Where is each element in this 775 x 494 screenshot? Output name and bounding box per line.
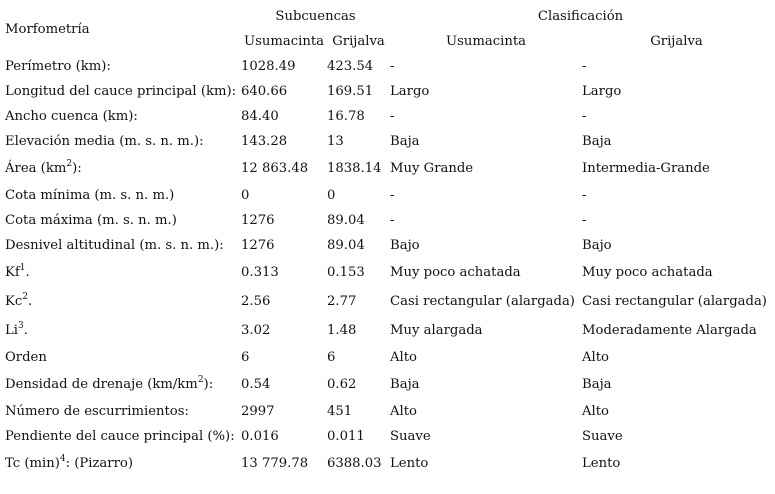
header-morfometria: Morfometría [5, 21, 90, 37]
usumacinta-classification: Alto [390, 404, 417, 419]
parameter-cell [5, 449, 241, 478]
usumacinta-value: 2997 [241, 404, 275, 419]
usumacinta-value: 1276 [241, 213, 275, 228]
usumacinta-value: 1028.49 [241, 59, 296, 74]
table-row [5, 104, 771, 129]
parameter-name: Kc [5, 294, 23, 309]
table-row [5, 258, 771, 287]
parameter-cell [5, 129, 241, 154]
usumacinta-value: 6 [241, 350, 250, 365]
grijalva-classification: - [582, 109, 587, 124]
table-row [5, 154, 771, 183]
header-subcuencas: Subcuencas [275, 8, 356, 24]
parameter-superscript: 3 [17, 321, 24, 331]
table-row [5, 370, 771, 399]
grijalva-value: 0.011 [327, 429, 365, 444]
grijalva-value: 1.48 [327, 323, 357, 338]
usumacinta-value: 13 779.78 [241, 456, 309, 471]
parameter-superscript: 4 [59, 454, 66, 464]
usumacinta-value: 2.56 [241, 294, 271, 309]
usumacinta-classification: Muy Grande [390, 161, 474, 176]
usumacinta-classification: Baja [390, 134, 420, 149]
header-usumacinta: Usumacinta [243, 33, 324, 49]
parameter-name: Perímetro (km): [5, 59, 111, 74]
usumacinta-classification: - [390, 213, 395, 228]
parameter-name: Orden [5, 350, 47, 365]
table-row [5, 316, 771, 345]
table-row [5, 129, 771, 154]
grijalva-classification: Alto [582, 350, 609, 365]
parameter-name: Tc (min) [5, 456, 60, 471]
grijalva-value: 0 [327, 188, 336, 203]
usumacinta-classification: - [390, 109, 395, 124]
grijalva-classification: Alto [582, 404, 609, 419]
grijalva-classification: Intermedia-Grande [582, 161, 710, 176]
header-clas-usumacinta: Usumacinta [446, 33, 527, 49]
usumacinta-classification: Suave [390, 429, 431, 444]
parameter-cell [5, 104, 241, 129]
parameter-cell [5, 345, 241, 370]
table-row [5, 233, 771, 258]
parameter-cell [5, 370, 241, 399]
usumacinta-value: 0.016 [241, 429, 279, 444]
parameter-name: Longitud del cauce principal (km): [5, 84, 237, 99]
parameter-name: Número de escurrimientos: [5, 404, 189, 419]
header-clas-grijalva: Grijalva [650, 33, 703, 49]
table-body [5, 54, 771, 478]
usumacinta-value: 12 863.48 [241, 161, 309, 176]
usumacinta-value: 3.02 [241, 323, 271, 338]
table-row [5, 345, 771, 370]
grijalva-value: 6388.03 [327, 456, 382, 471]
grijalva-value: 0.153 [327, 265, 365, 280]
grijalva-classification: Muy poco achatada [582, 265, 713, 280]
parameter-name: Pendiente del cauce principal (%): [5, 429, 235, 444]
usumacinta-value: 143.28 [241, 134, 288, 149]
table-row [5, 208, 771, 233]
grijalva-value: 89.04 [327, 238, 365, 253]
grijalva-value: 6 [327, 350, 336, 365]
table-row [5, 424, 771, 449]
parameter-name: Kf [5, 265, 20, 280]
parameter-name: Li [5, 323, 18, 338]
parameter-cell [5, 79, 241, 104]
parameter-superscript: 2 [22, 292, 28, 302]
usumacinta-classification: Alto [390, 350, 417, 365]
grijalva-classification: Casi rectangular (alargada) [582, 294, 767, 309]
parameter-name: Densidad de drenaje (km/km [5, 377, 198, 392]
grijalva-value: 2.77 [327, 294, 357, 309]
parameter-superscript: 2 [66, 159, 73, 169]
parameter-name: Desnivel altitudinal (m. s. n. m.): [5, 238, 224, 253]
usumacinta-value: 640.66 [241, 84, 288, 99]
parameter-suffix: . [27, 294, 33, 309]
usumacinta-value: 0.313 [241, 265, 279, 280]
grijalva-classification: Baja [582, 377, 612, 392]
grijalva-value: 423.54 [327, 59, 374, 74]
table-row [5, 399, 771, 424]
usumacinta-classification: - [390, 59, 395, 74]
header-clasificacion: Clasificación [537, 8, 624, 24]
usumacinta-value: 0.54 [241, 377, 271, 392]
usumacinta-value: 84.40 [241, 109, 279, 124]
usumacinta-classification: Largo [390, 84, 430, 99]
grijalva-value: 0.62 [327, 377, 357, 392]
usumacinta-value: 1276 [241, 238, 275, 253]
header-row-groups [5, 4, 771, 28]
parameter-cell [5, 154, 241, 183]
grijalva-classification: Largo [582, 84, 622, 99]
parameter-name: Cota mínima (m. s. n. m.) [5, 188, 175, 203]
parameter-suffix: . [25, 265, 30, 280]
parameter-cell [5, 399, 241, 424]
usumacinta-classification: Bajo [390, 238, 420, 253]
usumacinta-classification: Lento [390, 456, 429, 471]
parameter-cell [5, 316, 241, 345]
header-grijalva: Grijalva [332, 33, 385, 49]
grijalva-value: 89.04 [327, 213, 365, 228]
usumacinta-classification: Muy alargada [390, 323, 483, 338]
grijalva-value: 1838.14 [327, 161, 382, 176]
grijalva-classification: Baja [582, 134, 612, 149]
table-row [5, 54, 771, 79]
table-row [5, 79, 771, 104]
grijalva-classification: - [582, 188, 587, 203]
grijalva-value: 451 [327, 404, 353, 419]
usumacinta-classification: - [390, 188, 395, 203]
table-row [5, 449, 771, 478]
parameter-cell [5, 258, 241, 287]
grijalva-classification: - [582, 213, 587, 228]
grijalva-value: 169.51 [327, 84, 374, 99]
parameter-cell [5, 208, 241, 233]
parameter-name: Ancho cuenca (km): [5, 109, 138, 124]
parameter-cell [5, 424, 241, 449]
grijalva-classification: Moderadamente Alargada [582, 323, 757, 338]
parameter-superscript: 1 [19, 263, 26, 273]
grijalva-value: 16.78 [327, 109, 365, 124]
parameter-suffix: : (Pizarro) [65, 456, 133, 471]
usumacinta-value: 0 [241, 188, 250, 203]
grijalva-classification: Lento [582, 456, 621, 471]
parameter-name: Área (km [5, 161, 67, 176]
usumacinta-classification: Casi rectangular (alargada) [390, 294, 575, 309]
usumacinta-classification: Baja [390, 377, 420, 392]
parameter-name: Cota máxima (m. s. n. m.) [5, 213, 177, 228]
parameter-suffix: ): [203, 377, 214, 392]
parameter-cell [5, 233, 241, 258]
grijalva-classification: - [582, 59, 587, 74]
grijalva-classification: Suave [582, 429, 623, 444]
usumacinta-classification: Muy poco achatada [390, 265, 521, 280]
grijalva-classification: Bajo [582, 238, 612, 253]
parameter-suffix: ): [72, 161, 82, 176]
parameter-name: Elevación media (m. s. n. m.): [5, 134, 204, 149]
parameter-cell [5, 54, 241, 79]
morphometry-table [5, 4, 771, 478]
table-row [5, 183, 771, 208]
table-row [5, 287, 771, 316]
parameter-cell [5, 183, 241, 208]
parameter-cell [5, 287, 241, 316]
parameter-superscript: 2 [197, 375, 204, 385]
parameter-suffix: . [23, 323, 28, 338]
grijalva-value: 13 [327, 134, 344, 149]
